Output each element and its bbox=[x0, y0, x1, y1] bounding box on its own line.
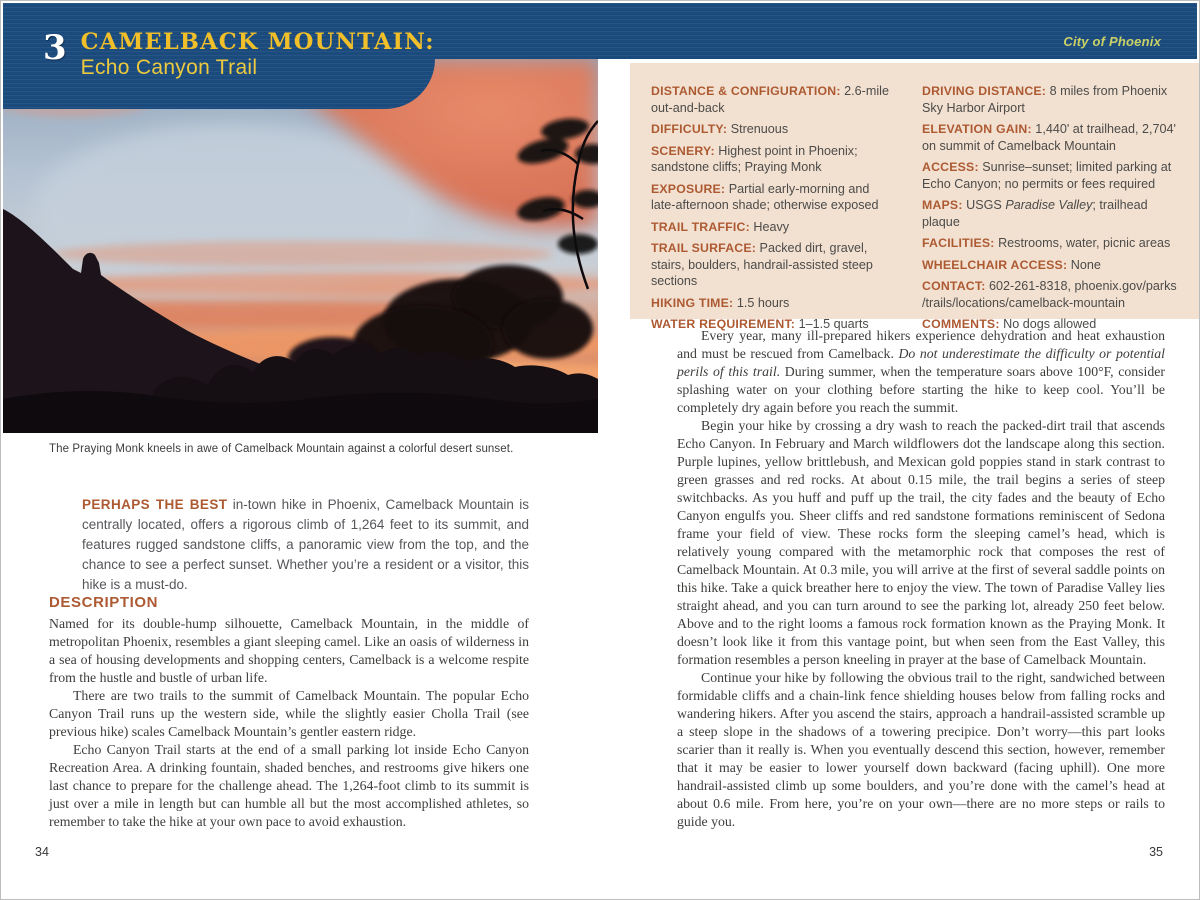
chapter-title: CAMELBACK MOUNTAIN: bbox=[80, 29, 435, 55]
info-value: None bbox=[1067, 257, 1101, 272]
sunset-photo bbox=[3, 59, 598, 433]
paragraph: Echo Canyon Trail starts at the end of a small parking lot inside Echo Canyon Recreation Area. A drinking fountain, shaded benches, and restrooms give hikers one last chance to prepare for the challenge ahead. The 1,264-foot climb to its summit is just over a mile in length but can humble all but the most accomplished athletes, so remember to take the hike at your own pace to avoid exhaustion. bbox=[49, 742, 529, 829]
intro-lead-in: PERHAPS THE BEST bbox=[82, 497, 228, 512]
page-number-right: 35 bbox=[1149, 845, 1163, 859]
info-value: Partial early-morning and late-afternoon shade; otherwise exposed bbox=[651, 181, 879, 212]
info-value: Restrooms, water, picnic areas bbox=[994, 236, 1171, 250]
info-value: 602-261-8318, phoenix.gov/parks /trails/locations/camelback-mountain bbox=[922, 279, 1177, 310]
info-item bbox=[651, 295, 897, 312]
info-item bbox=[922, 121, 1183, 154]
info-item bbox=[651, 121, 897, 138]
paragraph-text: Continue your hike by following the obvious trail to the right, sandwiched between formidable cliffs and a chain-link fence shielding houses below from falling rocks and wandering hikers. After you ascend the stairs, approach a handrail-assisted scramble up a steep slope in the shadows of a towering precipice. Don’t worry—this part looks scarier than it really is. When you eventually descend this section, however, remember that it may be easier to lower yourself down backward (facing uphill). One more handrail-assisted climb up some boulders, and you’re done with the camel’s head at about 0.6 mile. From here, you’re on your own—there are no more steps or rails to guide you. bbox=[677, 670, 1165, 829]
info-item bbox=[922, 278, 1183, 311]
sunset-photo-art bbox=[3, 59, 598, 433]
paragraph bbox=[677, 327, 1165, 417]
info-label: MAPS: bbox=[922, 198, 963, 212]
info-label: WATER REQUIREMENT: bbox=[651, 317, 796, 331]
info-label: DRIVING DISTANCE: bbox=[922, 84, 1047, 98]
info-item bbox=[651, 240, 897, 290]
info-value: 1–1.5 quarts bbox=[795, 317, 869, 331]
info-value: 8 miles from Phoenix Sky Harbor Airport bbox=[922, 84, 1168, 115]
info-value: 1,440' at trailhead, 2,704' on summit of Camelback Mountain bbox=[922, 122, 1176, 153]
info-label: TRAIL SURFACE: bbox=[651, 241, 757, 255]
chapter-titles bbox=[81, 31, 435, 80]
info-item bbox=[922, 197, 1183, 230]
info-value: Packed dirt, gravel, stairs, boulders, handrail-assisted steep sections bbox=[651, 241, 873, 288]
photo-caption: The Praying Monk kneels in awe of Camelback Mountain against a colorful desert sunset. bbox=[49, 443, 514, 455]
info-label: SCENERY: bbox=[651, 143, 715, 158]
info-value: Highest point in Phoenix; sandstone cliffs; Praying Monk bbox=[651, 143, 858, 174]
paragraph-italic-text: Do not underestimate the difficulty or potential perils of this trail. bbox=[677, 346, 1165, 379]
info-value: ; trailhead plaque bbox=[922, 198, 1148, 229]
paragraph: There are two trails to the summit of Camelback Mountain. The popular Echo Canyon Trail runs up the western side, while the slightly easier Cholla Trail (see previous hike) scales Camelback Mountain’s gentler eastern ridge. bbox=[49, 688, 529, 739]
paragraph-text: Begin your hike by crossing a dry wash to reach the packed-dirt trail that ascends Echo Canyon. In February and March wildflowers dot the landscape along this section. Purple lupines, yellow brittlebush, and Mexican gold poppies stand in stark contrast to green grasses and red rocks. At about 0.15 mile, the trail begins a series of steep switchbacks. As you huff and puff up the trail, the city fades and the beauty of Echo Canyon engulfs you. Sheer cliffs and red sandstone formations reminiscent of Sedona frame your field of view. These rocks form the sleeping camel’s head, which is relatively young compared with the metamorphic rock that composes the rest of Camelback Mountain. At 0.3 mile, you will arrive at the first of several saddle points on this hike. Take a quick breather here to enjoy the view. The town of Paradise Valley lies straight ahead, and you can turn around to see the parking lot, already 250 feet below. Above and to the right looms a famous rock formation known as the Praying Monk. It doesn’t look like it from this vantage point, but when seen from the East Valley, this formation resembles a person kneeling in prayer at the base of Camelback Mountain. bbox=[677, 418, 1165, 667]
info-label: DIFFICULTY: bbox=[651, 122, 728, 136]
info-item bbox=[922, 159, 1183, 192]
info-item bbox=[651, 181, 897, 214]
info-label: COMMENTS: bbox=[922, 317, 1000, 331]
info-value: Sunrise–sunset; limited parking at Echo Canyon; no permits or fees required bbox=[922, 160, 1172, 191]
paragraph-text: During summer, when the temperature soars above 100°F, consider splashing water on your clothing before starting the hike to keep cool. You’ll be completely dry again before you reach the summit. bbox=[677, 364, 1165, 415]
info-value: Heavy bbox=[749, 219, 790, 234]
info-box-left-column bbox=[651, 83, 897, 331]
info-label: CONTACT: bbox=[922, 279, 986, 293]
info-label: ACCESS: bbox=[922, 160, 979, 174]
info-label: TRAIL TRAFFIC: bbox=[651, 219, 750, 234]
info-item bbox=[651, 143, 897, 176]
info-label: FACILITIES: bbox=[922, 236, 995, 250]
left-page-body bbox=[49, 615, 529, 831]
info-item bbox=[922, 235, 1183, 252]
intro-paragraph bbox=[82, 495, 529, 595]
info-value: No dogs allowed bbox=[999, 317, 1097, 331]
info-label: HIKING TIME: bbox=[651, 295, 734, 310]
info-label: WHEELCHAIR ACCESS: bbox=[922, 257, 1068, 272]
info-value: Strenuous bbox=[727, 122, 789, 136]
paragraph-text: Every year, many ill-prepared hikers experience dehydration and heat exhaustion and must be rescued from Camelback. bbox=[677, 328, 1165, 361]
info-value: 2.6-mile out-and-back bbox=[651, 84, 889, 115]
info-label: EXPOSURE: bbox=[651, 181, 726, 196]
info-item bbox=[651, 219, 897, 236]
info-value: USGS bbox=[962, 198, 1006, 212]
info-label: DISTANCE & CONFIGURATION: bbox=[651, 84, 841, 98]
info-item bbox=[922, 257, 1183, 274]
description-heading: DESCRIPTION bbox=[49, 594, 159, 611]
info-item bbox=[651, 83, 897, 116]
paragraph bbox=[677, 417, 1165, 669]
info-item bbox=[922, 83, 1183, 116]
running-head: City of Phoenix bbox=[1063, 34, 1161, 49]
info-box-right-column bbox=[922, 83, 1183, 331]
info-value-italic: Paradise Valley bbox=[1005, 198, 1093, 212]
hike-number: 3 bbox=[43, 28, 67, 68]
right-page-body bbox=[677, 327, 1165, 831]
paragraph: Named for its double-hump silhouette, Camelback Mountain, in the middle of metropolitan Phoenix, resembles a giant sleeping camel. Like an oasis of wilderness in a sea of housing developments and shopping centers, Camelback is a welcome respite from the hustle and bustle of urban life. bbox=[49, 616, 529, 685]
info-value: 1.5 hours bbox=[733, 295, 790, 310]
page-number-left: 34 bbox=[35, 845, 49, 859]
chapter-subtitle: Echo Canyon Trail bbox=[80, 55, 258, 79]
intro-text: in-town hike in Phoenix, Camelback Mountain is centrally located, offers a rigorous climb of 1,264 feet to its summit, and features rugged sandstone cliffs, a panoramic view from the top, and the chance to see a perfect sunset. Whether you’re a resident or a visitor, this hike is a must-do. bbox=[82, 497, 530, 592]
chapter-banner bbox=[3, 3, 435, 109]
paragraph bbox=[677, 669, 1165, 831]
info-label: ELEVATION GAIN: bbox=[922, 122, 1032, 136]
trail-info-box bbox=[630, 63, 1199, 331]
